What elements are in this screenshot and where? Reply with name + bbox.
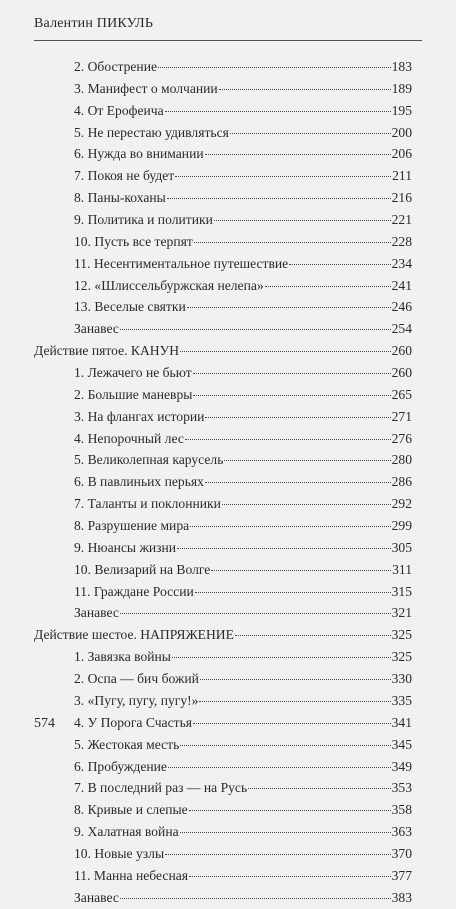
toc-leader-dots [194,242,391,243]
toc-leader-dots [177,548,391,549]
toc-leader-dots [193,723,391,724]
toc-page-number: 221 [391,212,412,228]
toc-entry-title: 7. Таланты и поклонники [74,496,221,512]
toc-entry-title: 11. Манна небесная [74,867,189,883]
toc-entry-title: 8. Кривые и слепые [74,802,188,818]
toc-entry-title: 7. Покоя не будет [74,168,175,184]
toc-page-number: 211 [392,168,412,184]
toc-leader-dots [187,307,391,308]
toc-page-number: 254 [391,321,412,337]
toc-entry-row [34,515,412,537]
toc-entry-row [34,143,412,165]
toc-entry-title: 9. Халатная война [74,824,179,840]
toc-leader-dots [235,635,391,636]
toc-entry-title: 3. Манифест о молчании [74,80,218,96]
toc-entry-title: 11. Несентиментальное путешествие [74,255,289,271]
toc-entry-row [34,78,412,100]
toc-entry-row [34,165,412,187]
toc-entry-row [34,406,412,428]
toc-entry-row [34,559,412,581]
toc-leader-dots [167,198,391,199]
toc-leader-dots [120,329,391,330]
toc-entry-title: 1. Завязка войны [74,649,171,665]
toc-page-number: 189 [391,80,412,96]
toc-page-number: 305 [391,539,412,555]
toc-page-number: 200 [391,124,412,140]
page-number: 574 [34,716,55,731]
toc-entry-row [34,734,412,756]
toc-page-number: 315 [391,583,412,599]
toc-leader-dots [189,876,391,877]
header-rule [34,40,422,41]
toc-entry-row [34,537,412,559]
toc-page-number: 335 [391,692,412,708]
toc-entry-row [34,843,412,865]
toc-entry-row [34,493,412,515]
toc-page-number: 363 [391,824,412,840]
table-of-contents [34,56,412,909]
toc-entry-row [34,275,412,297]
toc-entry-title: 6. Пробуждение [74,758,167,774]
toc-entry-row [34,602,412,624]
toc-leader-dots [185,439,391,440]
toc-entry-title: 8. Паны-коханы [74,190,166,206]
toc-leader-dots [190,526,390,527]
toc-leader-dots [180,351,391,352]
toc-entry-row [34,428,412,450]
toc-leader-dots [189,810,391,811]
toc-entry-title: Занавес [74,889,119,905]
toc-entry-row [34,799,412,821]
toc-entry-title: 2. Оспа — бич божий [74,671,199,687]
toc-entry-title: 10. Велизарий на Волге [74,561,211,577]
toc-entry-title: 6. Нужда во внимании [74,146,204,162]
toc-leader-dots [120,613,391,614]
toc-page-number: 260 [391,365,412,381]
toc-page-number: 383 [391,889,412,905]
toc-entry-title: 9. Нюансы жизни [74,539,177,555]
toc-page-number: 280 [391,452,412,468]
toc-entry-title: 5. Не перестаю удивляться [74,124,229,140]
toc-entry-title: 8. Разрушение мира [74,518,190,534]
toc-entry-title: Занавес [74,605,119,621]
toc-leader-dots [180,832,391,833]
toc-entry-title: Действие пятое. КАНУН [34,343,180,359]
toc-entry-row [34,690,412,712]
toc-page-number: 271 [391,408,412,424]
toc-entry-row [34,231,412,253]
toc-entry-row [34,253,412,275]
toc-entry-row [34,821,412,843]
toc-entry-row [34,646,412,668]
toc-entry-row [34,887,412,909]
toc-entry-title: 1. Лежачего не бьют [74,365,192,381]
toc-entry-title: 13. Веселые святки [74,299,186,315]
toc-leader-dots [165,111,391,112]
toc-entry-row [34,471,412,493]
toc-leader-dots [289,264,390,265]
toc-page-number: 276 [391,430,412,446]
toc-leader-dots [120,898,391,899]
toc-page-number: 311 [392,561,412,577]
toc-page-number: 286 [391,474,412,490]
toc-page-number: 299 [391,518,412,534]
toc-entry-title: 10. Пусть все терпят [74,233,193,249]
toc-entry-title: 6. В павлиньих перьях [74,474,204,490]
toc-entry-row [34,100,412,122]
toc-page-number: 370 [391,845,412,861]
toc-page-number: 234 [391,255,412,271]
toc-page-number: 216 [391,190,412,206]
toc-entry-row [34,777,412,799]
toc-entry-row [34,56,412,78]
toc-leader-dots [200,679,391,680]
toc-page-number: 353 [391,780,412,796]
toc-page-number: 260 [391,343,412,359]
toc-entry-title: 10. Новые узлы [74,845,165,861]
toc-leader-dots [205,417,390,418]
toc-leader-dots [222,504,391,505]
toc-entry-title: 11. Граждане России [74,583,194,599]
toc-leader-dots [214,220,391,221]
toc-page-number: 228 [391,233,412,249]
toc-page-number: 265 [391,386,412,402]
toc-page-number: 349 [391,758,412,774]
toc-leader-dots [199,701,390,702]
toc-entry-row [34,756,412,778]
toc-leader-dots [165,854,391,855]
toc-entry-title: Занавес [74,321,119,337]
toc-entry-title: 2. Большие маневры [74,386,193,402]
toc-leader-dots [172,657,391,658]
toc-leader-dots [180,745,390,746]
toc-leader-dots [224,460,390,461]
toc-entry-title: 4. Непорочный лес [74,430,184,446]
toc-leader-dots [219,89,391,90]
toc-entry-row [34,318,412,340]
toc-page-number: 195 [391,102,412,118]
toc-section-row [34,624,412,646]
toc-entry-title: 5. Великолепная карусель [74,452,224,468]
toc-leader-dots [158,67,391,68]
toc-leader-dots [193,395,390,396]
toc-page-number: 321 [391,605,412,621]
toc-entry-row [34,362,412,384]
toc-entry-title: 4. От Ерофеича [74,102,164,118]
toc-page-number: 241 [391,277,412,293]
toc-section-row [34,340,412,362]
toc-leader-dots [168,767,391,768]
toc-entry-row [34,296,412,318]
toc-leader-dots [265,286,391,287]
toc-page-number: 183 [391,59,412,74]
toc-entry-title: 9. Политика и политики [74,212,213,228]
toc-entry-row [34,209,412,231]
toc-leader-dots [211,570,391,571]
toc-page-number: 341 [391,714,412,730]
toc-page-number: 292 [391,496,412,512]
toc-leader-dots [205,154,391,155]
toc-leader-dots [193,373,391,374]
toc-entry-row [34,668,412,690]
toc-leader-dots [205,482,391,483]
toc-entry-row [34,122,412,144]
toc-leader-dots [195,592,391,593]
toc-entry-title: Действие шестое. НАПРЯЖЕНИЕ [34,627,234,643]
toc-entry-row [34,865,412,887]
toc-entry-title: 2. Обострение [74,59,158,74]
toc-entry-title: 3. На флангах истории [74,408,205,424]
toc-entry-title: 3. «Пугу, пугу, пугу!» [74,692,199,708]
toc-page-number: 377 [391,867,412,883]
toc-page-number: 206 [391,146,412,162]
toc-entry-row [34,449,412,471]
toc-entry-title: 12. «Шлиссельбуржская нелепа» [74,277,264,293]
toc-entry-row [34,384,412,406]
toc-page-number: 246 [391,299,412,315]
toc-leader-dots [175,176,391,177]
toc-entry-title: 4. У Порога Счастья [74,714,193,730]
toc-entry-row [34,187,412,209]
toc-entry-title: 5. Жестокая месть [74,736,180,752]
toc-page-number: 330 [391,671,412,687]
toc-page-number: 325 [391,649,412,665]
toc-entry-row [34,712,412,734]
toc-leader-dots [230,133,391,134]
toc-leader-dots [248,788,390,789]
toc-page-number: 325 [391,627,412,643]
toc-entry-row [34,581,412,603]
toc-entry-title: 7. В последний раз — на Русь [74,780,248,796]
toc-page-number: 345 [391,736,412,752]
running-head-author: Валентин ПИКУЛЬ [34,16,154,31]
toc-page-number: 358 [391,802,412,818]
